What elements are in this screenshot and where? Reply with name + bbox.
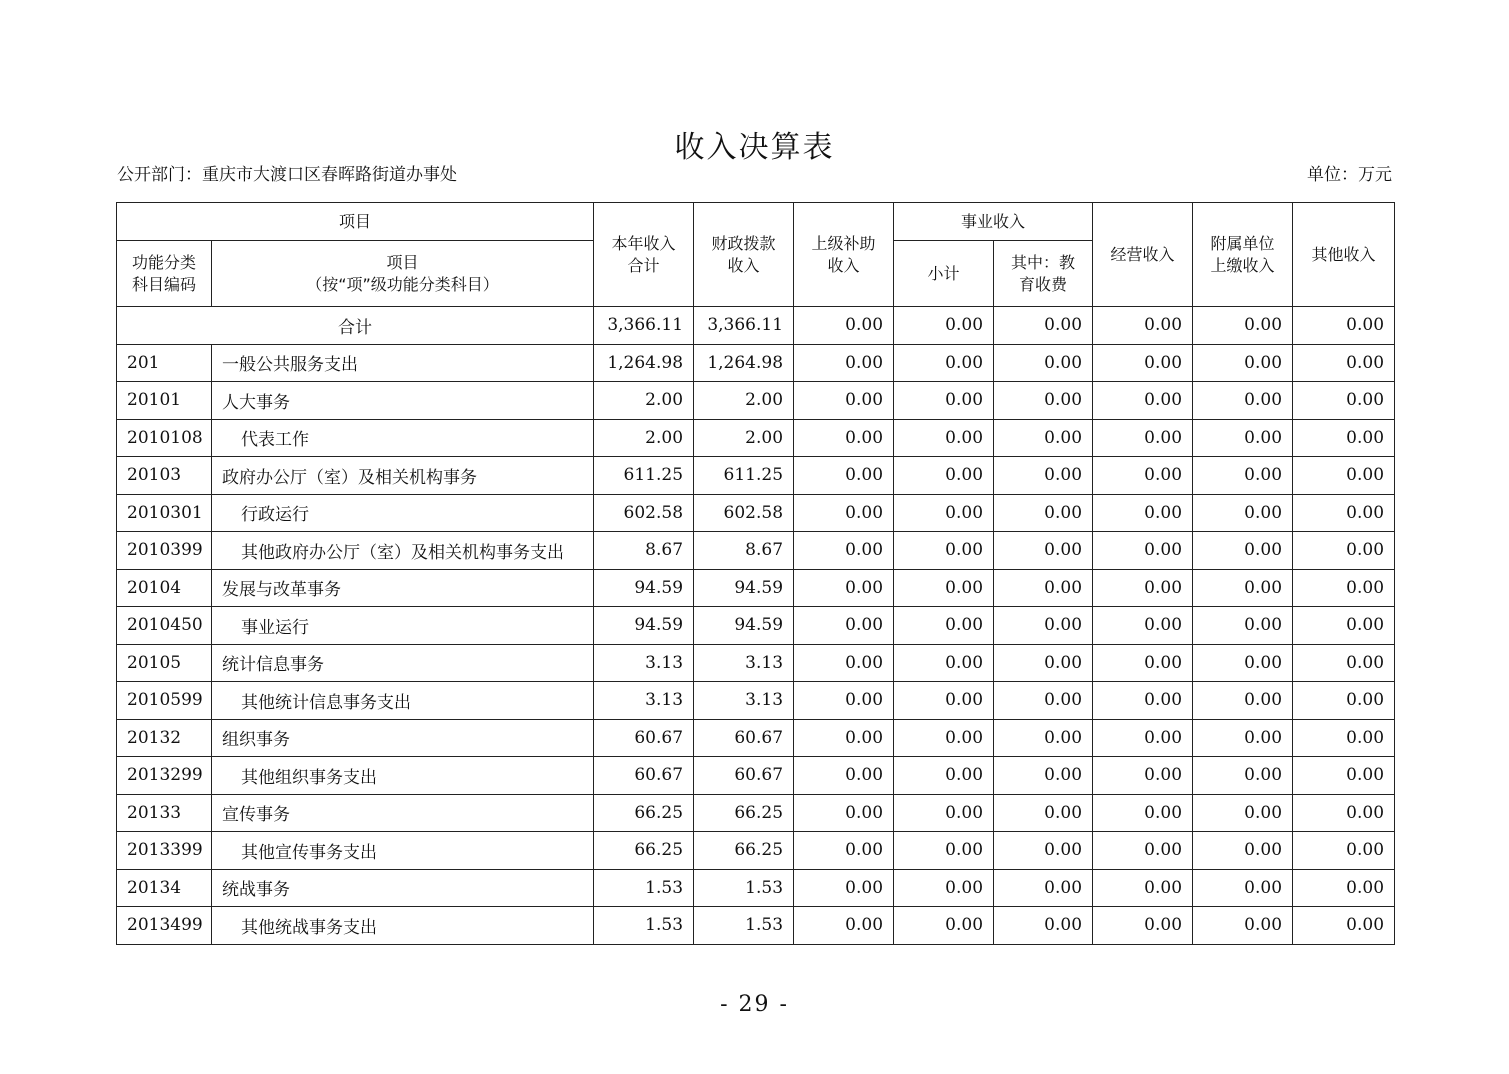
table-row bbox=[117, 457, 1395, 495]
cell-value: 0.00 bbox=[1193, 607, 1293, 645]
cell-value: 0.00 bbox=[894, 644, 994, 682]
cell-value: 0.00 bbox=[1093, 382, 1193, 420]
cell-value: 0.00 bbox=[1293, 307, 1395, 345]
cell-value: 0.00 bbox=[1093, 494, 1193, 532]
cell-value: 0.00 bbox=[994, 344, 1093, 382]
cell-value: 0.00 bbox=[994, 382, 1093, 420]
cell-value: 94.59 bbox=[594, 607, 694, 645]
cell-value: 2.00 bbox=[694, 382, 794, 420]
cell-value: 0.00 bbox=[894, 307, 994, 345]
cell-name: 统计信息事务 bbox=[212, 644, 594, 682]
cell-name: 发展与改革事务 bbox=[212, 569, 594, 607]
cell-value: 0.00 bbox=[794, 794, 894, 832]
cell-value: 611.25 bbox=[594, 457, 694, 495]
cell-value: 0.00 bbox=[794, 832, 894, 870]
cell-name: 人大事务 bbox=[212, 382, 594, 420]
cell-value: 602.58 bbox=[594, 494, 694, 532]
cell-value: 60.67 bbox=[594, 719, 694, 757]
cell-value: 0.00 bbox=[1193, 494, 1293, 532]
header-business: 事业收入 bbox=[894, 203, 1093, 241]
cell-name: 其他统计信息事务支出 bbox=[212, 682, 594, 720]
header-fiscal: 财政拨款收入 bbox=[694, 203, 794, 307]
cell-value: 0.00 bbox=[994, 719, 1093, 757]
cell-name: 其他宣传事务支出 bbox=[212, 832, 594, 870]
cell-value: 0.00 bbox=[1293, 494, 1395, 532]
cell-value: 0.00 bbox=[1193, 794, 1293, 832]
table-body bbox=[117, 307, 1395, 945]
table-row bbox=[117, 907, 1395, 945]
cell-value: 0.00 bbox=[894, 532, 994, 570]
cell-value: 0.00 bbox=[794, 907, 894, 945]
header-project: 项目 bbox=[117, 203, 594, 241]
cell-value: 0.00 bbox=[894, 719, 994, 757]
cell-value: 1.53 bbox=[594, 907, 694, 945]
header-project-item-line1: 项目 bbox=[386, 252, 419, 272]
page-number: - 29 - bbox=[720, 992, 789, 1017]
cell-name: 其他政府办公厅（室）及相关机构事务支出 bbox=[212, 532, 594, 570]
cell-value: 0.00 bbox=[1193, 644, 1293, 682]
cell-value: 2.00 bbox=[594, 419, 694, 457]
cell-value: 3.13 bbox=[594, 644, 694, 682]
cell-value: 0.00 bbox=[1193, 907, 1293, 945]
cell-value: 0.00 bbox=[1193, 457, 1293, 495]
cell-value: 0.00 bbox=[1193, 757, 1293, 795]
cell-value: 66.25 bbox=[594, 832, 694, 870]
cell-code: 20104 bbox=[117, 569, 212, 607]
cell-value: 0.00 bbox=[1193, 869, 1293, 907]
cell-value: 94.59 bbox=[694, 569, 794, 607]
cell-value: 0.00 bbox=[994, 532, 1093, 570]
cell-value: 0.00 bbox=[794, 457, 894, 495]
cell-name: 宣传事务 bbox=[212, 794, 594, 832]
cell-value: 0.00 bbox=[1093, 794, 1193, 832]
cell-code: 2010108 bbox=[117, 419, 212, 457]
cell-name: 一般公共服务支出 bbox=[212, 344, 594, 382]
cell-value: 0.00 bbox=[794, 307, 894, 345]
cell-value: 94.59 bbox=[594, 569, 694, 607]
table-row bbox=[117, 719, 1395, 757]
cell-value: 60.67 bbox=[594, 757, 694, 795]
cell-value: 0.00 bbox=[794, 757, 894, 795]
cell-value: 0.00 bbox=[894, 419, 994, 457]
cell-value: 0.00 bbox=[1293, 832, 1395, 870]
cell-value: 60.67 bbox=[694, 719, 794, 757]
cell-value: 0.00 bbox=[1293, 607, 1395, 645]
cell-value: 0.00 bbox=[1293, 344, 1395, 382]
cell-value: 1.53 bbox=[594, 869, 694, 907]
cell-code: 20132 bbox=[117, 719, 212, 757]
cell-code: 2013399 bbox=[117, 832, 212, 870]
cell-value: 0.00 bbox=[894, 757, 994, 795]
cell-value: 0.00 bbox=[794, 569, 894, 607]
cell-value: 0.00 bbox=[794, 382, 894, 420]
header-superior: 上级补助收入 bbox=[794, 203, 894, 307]
cell-value: 0.00 bbox=[1293, 382, 1395, 420]
cell-value: 0.00 bbox=[1293, 794, 1395, 832]
cell-value: 0.00 bbox=[1193, 532, 1293, 570]
cell-value: 0.00 bbox=[894, 907, 994, 945]
cell-value: 66.25 bbox=[594, 794, 694, 832]
header-func-code: 功能分类科目编码 bbox=[117, 241, 212, 307]
cell-value: 0.00 bbox=[794, 344, 894, 382]
table-row bbox=[117, 682, 1395, 720]
cell-value: 0.00 bbox=[894, 569, 994, 607]
cell-value: 3.13 bbox=[694, 682, 794, 720]
cell-value: 66.25 bbox=[694, 832, 794, 870]
cell-value: 94.59 bbox=[694, 607, 794, 645]
cell-value: 0.00 bbox=[1293, 869, 1395, 907]
department-label: 公开部门：重庆市大渡口区春晖路街道办事处 bbox=[117, 165, 457, 185]
cell-value: 0.00 bbox=[794, 682, 894, 720]
cell-value: 0.00 bbox=[994, 607, 1093, 645]
cell-value: 0.00 bbox=[894, 682, 994, 720]
cell-value: 0.00 bbox=[894, 607, 994, 645]
table-row bbox=[117, 832, 1395, 870]
cell-value: 0.00 bbox=[894, 869, 994, 907]
cell-code: 2013499 bbox=[117, 907, 212, 945]
cell-value: 0.00 bbox=[1093, 457, 1193, 495]
cell-value: 0.00 bbox=[1093, 569, 1193, 607]
cell-value: 60.67 bbox=[694, 757, 794, 795]
cell-code: 2010599 bbox=[117, 682, 212, 720]
cell-value: 0.00 bbox=[1293, 757, 1395, 795]
cell-code: 2013299 bbox=[117, 757, 212, 795]
table-row bbox=[117, 607, 1395, 645]
cell-value: 3,366.11 bbox=[594, 307, 694, 345]
cell-value: 0.00 bbox=[794, 532, 894, 570]
cell-value: 0.00 bbox=[1193, 719, 1293, 757]
header-education: 其中：教育收费 bbox=[994, 241, 1093, 307]
cell-name: 其他组织事务支出 bbox=[212, 757, 594, 795]
cell-value: 0.00 bbox=[894, 494, 994, 532]
cell-name: 政府办公厅（室）及相关机构事务 bbox=[212, 457, 594, 495]
cell-code: 20134 bbox=[117, 869, 212, 907]
cell-code: 2010301 bbox=[117, 494, 212, 532]
cell-value: 0.00 bbox=[1193, 569, 1293, 607]
cell-value: 1.53 bbox=[694, 869, 794, 907]
unit-label: 单位：万元 bbox=[1307, 165, 1392, 185]
cell-value: 0.00 bbox=[994, 757, 1093, 795]
cell-value: 602.58 bbox=[694, 494, 794, 532]
page-title: 收入决算表 bbox=[674, 130, 835, 165]
cell-code: 20133 bbox=[117, 794, 212, 832]
table-row bbox=[117, 532, 1395, 570]
cell-value: 0.00 bbox=[1093, 607, 1193, 645]
cell-value: 0.00 bbox=[994, 307, 1093, 345]
cell-value: 1,264.98 bbox=[694, 344, 794, 382]
cell-value: 0.00 bbox=[894, 794, 994, 832]
table-row bbox=[117, 644, 1395, 682]
cell-value: 0.00 bbox=[1093, 757, 1193, 795]
cell-value: 0.00 bbox=[794, 419, 894, 457]
cell-value: 0.00 bbox=[1093, 644, 1193, 682]
cell-value: 0.00 bbox=[994, 494, 1093, 532]
cell-code: 201 bbox=[117, 344, 212, 382]
cell-value: 0.00 bbox=[1093, 307, 1193, 345]
total-label: 合计 bbox=[117, 307, 594, 345]
header-total-income: 本年收入合计 bbox=[594, 203, 694, 307]
cell-value: 0.00 bbox=[1293, 719, 1395, 757]
cell-name: 统战事务 bbox=[212, 869, 594, 907]
cell-value: 0.00 bbox=[994, 907, 1093, 945]
cell-value: 0.00 bbox=[1293, 457, 1395, 495]
cell-value: 2.00 bbox=[594, 382, 694, 420]
cell-code: 20105 bbox=[117, 644, 212, 682]
cell-value: 3,366.11 bbox=[694, 307, 794, 345]
table-header bbox=[117, 203, 1395, 307]
cell-value: 3.13 bbox=[594, 682, 694, 720]
cell-value: 0.00 bbox=[1193, 682, 1293, 720]
cell-value: 8.67 bbox=[694, 532, 794, 570]
cell-name: 代表工作 bbox=[212, 419, 594, 457]
cell-name: 其他统战事务支出 bbox=[212, 907, 594, 945]
header-operating: 经营收入 bbox=[1093, 203, 1193, 307]
income-table bbox=[116, 202, 1395, 945]
header-affiliated: 附属单位上缴收入 bbox=[1193, 203, 1293, 307]
cell-value: 3.13 bbox=[694, 644, 794, 682]
cell-value: 0.00 bbox=[894, 382, 994, 420]
cell-value: 66.25 bbox=[694, 794, 794, 832]
cell-code: 20103 bbox=[117, 457, 212, 495]
cell-value: 0.00 bbox=[1193, 832, 1293, 870]
cell-value: 0.00 bbox=[794, 719, 894, 757]
table-row bbox=[117, 869, 1395, 907]
cell-value: 0.00 bbox=[794, 644, 894, 682]
cell-value: 0.00 bbox=[1193, 419, 1293, 457]
cell-code: 2010450 bbox=[117, 607, 212, 645]
table-row bbox=[117, 494, 1395, 532]
cell-value: 0.00 bbox=[1293, 569, 1395, 607]
cell-value: 2.00 bbox=[694, 419, 794, 457]
cell-value: 0.00 bbox=[994, 644, 1093, 682]
cell-value: 0.00 bbox=[994, 457, 1093, 495]
table-row bbox=[117, 382, 1395, 420]
header-project-item-line2: （按“项”级功能分类科目） bbox=[306, 274, 499, 294]
table-row bbox=[117, 344, 1395, 382]
table-row bbox=[117, 569, 1395, 607]
table-row bbox=[117, 794, 1395, 832]
cell-value: 611.25 bbox=[694, 457, 794, 495]
header-subtotal: 小计 bbox=[894, 241, 994, 307]
cell-value: 0.00 bbox=[794, 607, 894, 645]
cell-value: 0.00 bbox=[994, 869, 1093, 907]
total-row bbox=[117, 307, 1395, 345]
cell-value: 0.00 bbox=[1293, 644, 1395, 682]
header-other: 其他收入 bbox=[1293, 203, 1395, 307]
cell-value: 0.00 bbox=[1093, 869, 1193, 907]
cell-value: 0.00 bbox=[1293, 532, 1395, 570]
cell-value: 0.00 bbox=[1093, 719, 1193, 757]
cell-code: 20101 bbox=[117, 382, 212, 420]
cell-name: 行政运行 bbox=[212, 494, 594, 532]
cell-value: 8.67 bbox=[594, 532, 694, 570]
cell-value: 0.00 bbox=[1093, 419, 1193, 457]
cell-value: 0.00 bbox=[994, 569, 1093, 607]
cell-value: 1,264.98 bbox=[594, 344, 694, 382]
cell-value: 0.00 bbox=[1093, 344, 1193, 382]
table-row bbox=[117, 419, 1395, 457]
cell-value: 0.00 bbox=[994, 832, 1093, 870]
cell-value: 1.53 bbox=[694, 907, 794, 945]
cell-value: 0.00 bbox=[994, 682, 1093, 720]
cell-name: 组织事务 bbox=[212, 719, 594, 757]
cell-value: 0.00 bbox=[1293, 419, 1395, 457]
table-row bbox=[117, 757, 1395, 795]
header-project-item bbox=[212, 241, 594, 307]
cell-value: 0.00 bbox=[1093, 832, 1193, 870]
cell-value: 0.00 bbox=[894, 457, 994, 495]
cell-name: 事业运行 bbox=[212, 607, 594, 645]
cell-value: 0.00 bbox=[1293, 907, 1395, 945]
cell-value: 0.00 bbox=[994, 419, 1093, 457]
cell-value: 0.00 bbox=[794, 869, 894, 907]
cell-value: 0.00 bbox=[794, 494, 894, 532]
cell-value: 0.00 bbox=[1193, 307, 1293, 345]
cell-value: 0.00 bbox=[1193, 382, 1293, 420]
cell-code: 2010399 bbox=[117, 532, 212, 570]
cell-value: 0.00 bbox=[994, 794, 1093, 832]
cell-value: 0.00 bbox=[894, 344, 994, 382]
cell-value: 0.00 bbox=[1093, 532, 1193, 570]
cell-value: 0.00 bbox=[894, 832, 994, 870]
cell-value: 0.00 bbox=[1093, 682, 1193, 720]
cell-value: 0.00 bbox=[1093, 907, 1193, 945]
cell-value: 0.00 bbox=[1193, 344, 1293, 382]
cell-value: 0.00 bbox=[1293, 682, 1395, 720]
